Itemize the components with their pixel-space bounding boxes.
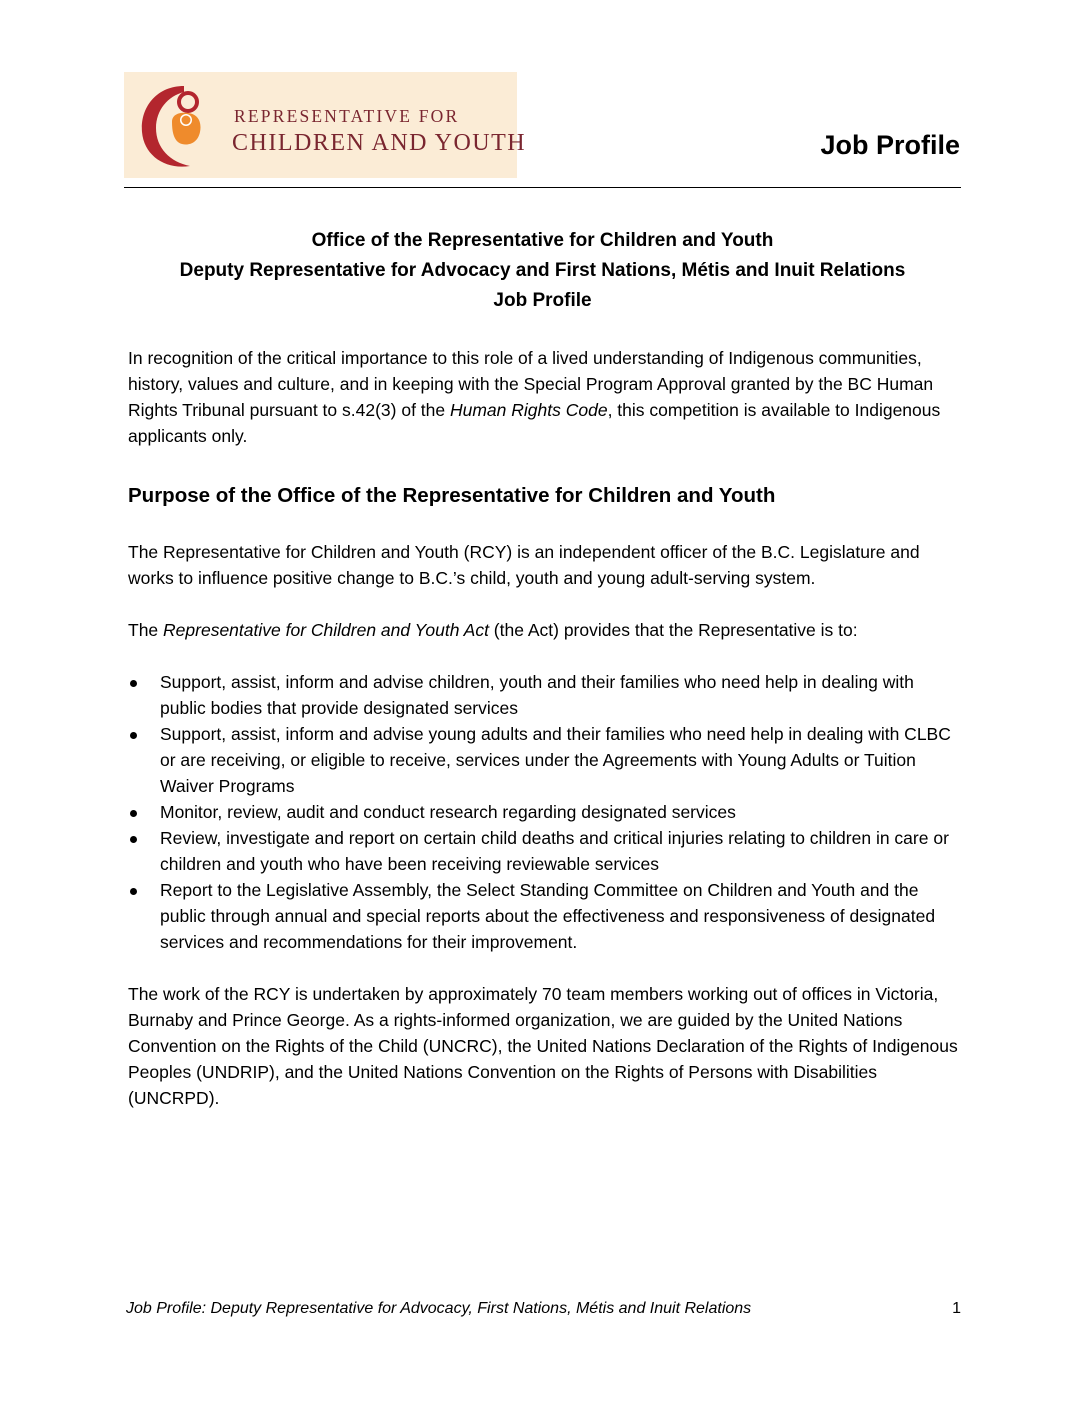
document-title-line1: Office of the Representative for Children and Youth xyxy=(311,230,774,251)
footer-text: Job Profile: Deputy Representative for Advocacy, First Nations, Métis and Inuit Relations xyxy=(126,1300,752,1317)
document-body xyxy=(128,345,964,1111)
list-item xyxy=(128,669,964,721)
purpose-heading: Purpose of the Office of the Representative for Children and Youth xyxy=(128,484,776,507)
list-item xyxy=(128,825,964,877)
mandate-list xyxy=(128,669,964,955)
document-title-block xyxy=(124,226,961,316)
act-text-start: The xyxy=(128,620,164,640)
bullet-icon xyxy=(130,810,137,817)
list-item xyxy=(128,799,964,825)
page-number: 1 xyxy=(952,1300,961,1317)
header-divider xyxy=(124,187,961,188)
bullet-icon xyxy=(130,888,137,895)
header-title: Job Profile xyxy=(820,130,960,160)
bullet-icon xyxy=(130,732,137,739)
list-item xyxy=(128,877,964,955)
list-item-text: Report to the Legislative Assembly, the Select Standing Committee on Children and Youth and the public through annual and special reports about the effectiveness and responsiveness of designated services and recommendations for their improvement. xyxy=(160,880,936,952)
list-item-text: Support, assist, inform and advise children, youth and their families who need help in dealing with public bodies that provide designated services xyxy=(160,672,914,718)
rcy-logo xyxy=(124,72,527,178)
intro-text-start: In recognition of the critical importance to this role of a lived understanding of Indigenous communities, history, values and culture, and in keeping with the Special Program Approval granted by the BC Human Rights Tribunal pursuant to s.42(3) of the xyxy=(128,348,934,420)
bullet-icon xyxy=(130,836,137,843)
logo-text-line1: REPRESENTATIVE FOR xyxy=(234,106,460,126)
list-item-text: Review, investigate and report on certain child deaths and critical injuries relating to children in care or children and youth who have been receiving reviewable services xyxy=(160,828,949,874)
document-title-line3: Job Profile xyxy=(493,290,592,311)
intro-code-name: Human Rights Code xyxy=(449,400,608,420)
document-title-line2: Deputy Representative for Advocacy and First Nations, Métis and Inuit Relations xyxy=(179,260,906,281)
bullet-icon xyxy=(130,680,137,687)
list-item-text: Monitor, review, audit and conduct research regarding designated services xyxy=(160,802,736,822)
list-item xyxy=(128,721,964,799)
act-text-end: (the Act) provides that the Representative is to: xyxy=(488,620,858,640)
intro-text-end: , this competition is available to Indigenous applicants only. xyxy=(128,400,941,446)
act-paragraph xyxy=(128,617,964,643)
act-name: Representative for Children and Youth Act xyxy=(163,620,489,640)
list-item-text: Support, assist, inform and advise young adults and their families who need help in dealing with CLBC or are receiving, or eligible to receive, services under the Agreements with Young Adults or Tuition Waiver Programs xyxy=(160,724,951,796)
purpose-paragraph: The Representative for Children and Youth (RCY) is an independent officer of the B.C. Legislature and works to influence positive change to B.C.’s child, youth and young adult-serving system. xyxy=(128,542,920,588)
intro-paragraph xyxy=(128,345,964,449)
logo-text-line2: CHILDREN AND YOUTH xyxy=(232,130,527,156)
page-footer xyxy=(126,1300,961,1318)
rcy-logo-mark-icon xyxy=(136,80,216,170)
work-paragraph: The work of the RCY is undertaken by approximately 70 team members working out of offices in Victoria, Burnaby and Prince George. As a rights-informed organization, we are guided by the United Nations Convention on the Rights of the Child (UNCRC), the United Nations Declaration of the Rights of Indigenous Peoples (UNDRIP), and the United Nations Convention on the Rights of Persons with Disabilities (UNCRPD). xyxy=(128,984,958,1108)
